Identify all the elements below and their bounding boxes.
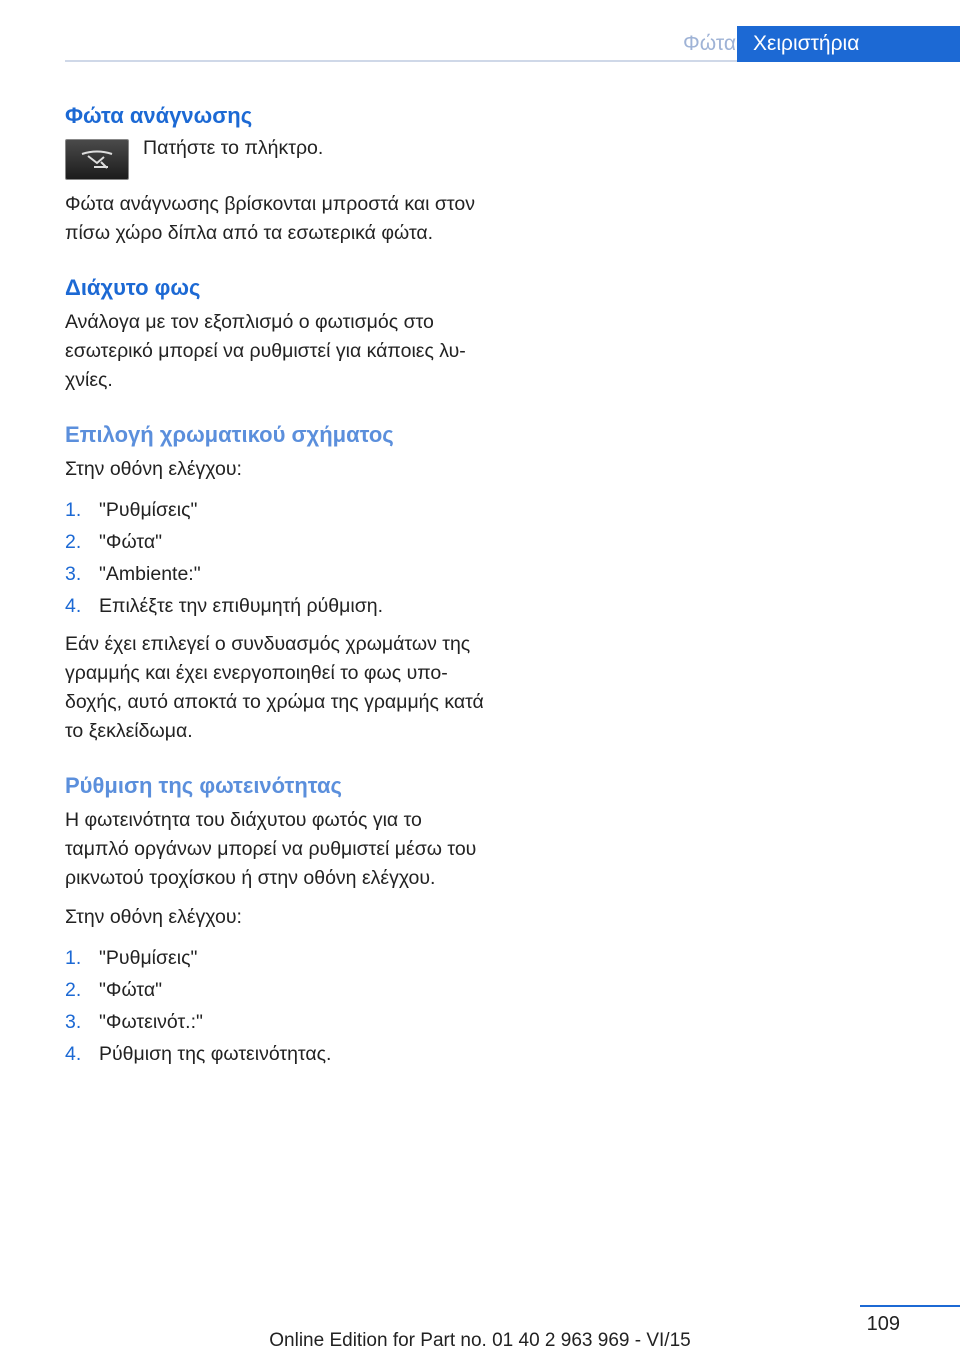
section-title: Φώτα ανάγνωσης [65, 103, 253, 128]
paragraph: Φώτα ανάγνωσης βρίσκονται μπροστά και στον πίσω χώρο δίπλα από τα εσωτερικά φώτα. [65, 193, 475, 244]
list-item: 1. "Ρυθμίσεις" [65, 499, 198, 521]
section-reading-lights [65, 100, 485, 248]
list-item: 2. "Φώτα" [65, 979, 163, 1001]
reading-light-button-icon [65, 139, 129, 180]
button-instruction-text: Πατήστε το πλήκτρο. [143, 137, 324, 159]
button-instruction [65, 136, 485, 180]
header-chapter-tab: Χειριστήρια [737, 26, 960, 62]
section-color-scheme [65, 419, 485, 746]
header-section-label: Φώτα [683, 32, 736, 55]
paragraph: Η φωτεινότητα του διάχυτου φωτός για το ταμπλό οργάνων μπορεί να ρυθμιστεί μέσω του ρικνωτού τροχίσκου ή στην οθόνη ελέγχου. [65, 809, 477, 889]
steps-list [65, 942, 485, 1070]
steps-list [65, 494, 485, 622]
list-item: 1. "Ρυθμίσεις" [65, 947, 198, 969]
section-ambient-light [65, 272, 485, 395]
list-item: 4. Επιλέξτε την επιθυμητή ρύθμιση. [65, 595, 383, 617]
section-title: Διάχυτο φως [65, 275, 201, 300]
intro-text: Στην οθόνη ελέγχου: [65, 906, 242, 928]
subsection-title: Επιλογή χρωματικού σχήματος [65, 422, 394, 447]
list-item: 3. "Ambiente:" [65, 563, 201, 585]
page-number: 109 [866, 1313, 900, 1335]
paragraph: Εάν έχει επιλεγεί ο συνδυασμός χρωμάτων της γραμμής και έχει ενεργοποιηθεί το φως υποδοχής, αυτό αποκτά το χρώμα της γραμμής κατά το ξεκλείδωμα. [65, 633, 484, 742]
list-item: 3. "Φωτεινότ.:" [65, 1011, 203, 1033]
footer-rule [860, 1305, 960, 1307]
page-content [65, 100, 485, 1078]
section-brightness [65, 770, 485, 1070]
list-item: 2. "Φώτα" [65, 531, 163, 553]
intro-text: Στην οθόνη ελέγχου: [65, 458, 242, 480]
list-item: 4. Ρύθμιση της φωτεινότητας. [65, 1043, 332, 1065]
subsection-title: Ρύθμιση της φωτεινότητας [65, 773, 342, 798]
footer-edition-text: Online Edition for Part no. 01 40 2 963 969 - VI/15 [269, 1330, 691, 1351]
paragraph: Ανάλογα με τον εξοπλισμό ο φωτισμός στο εσωτερικό μπορεί να ρυθμιστεί για κάποιες λυχνίες. [65, 311, 466, 391]
